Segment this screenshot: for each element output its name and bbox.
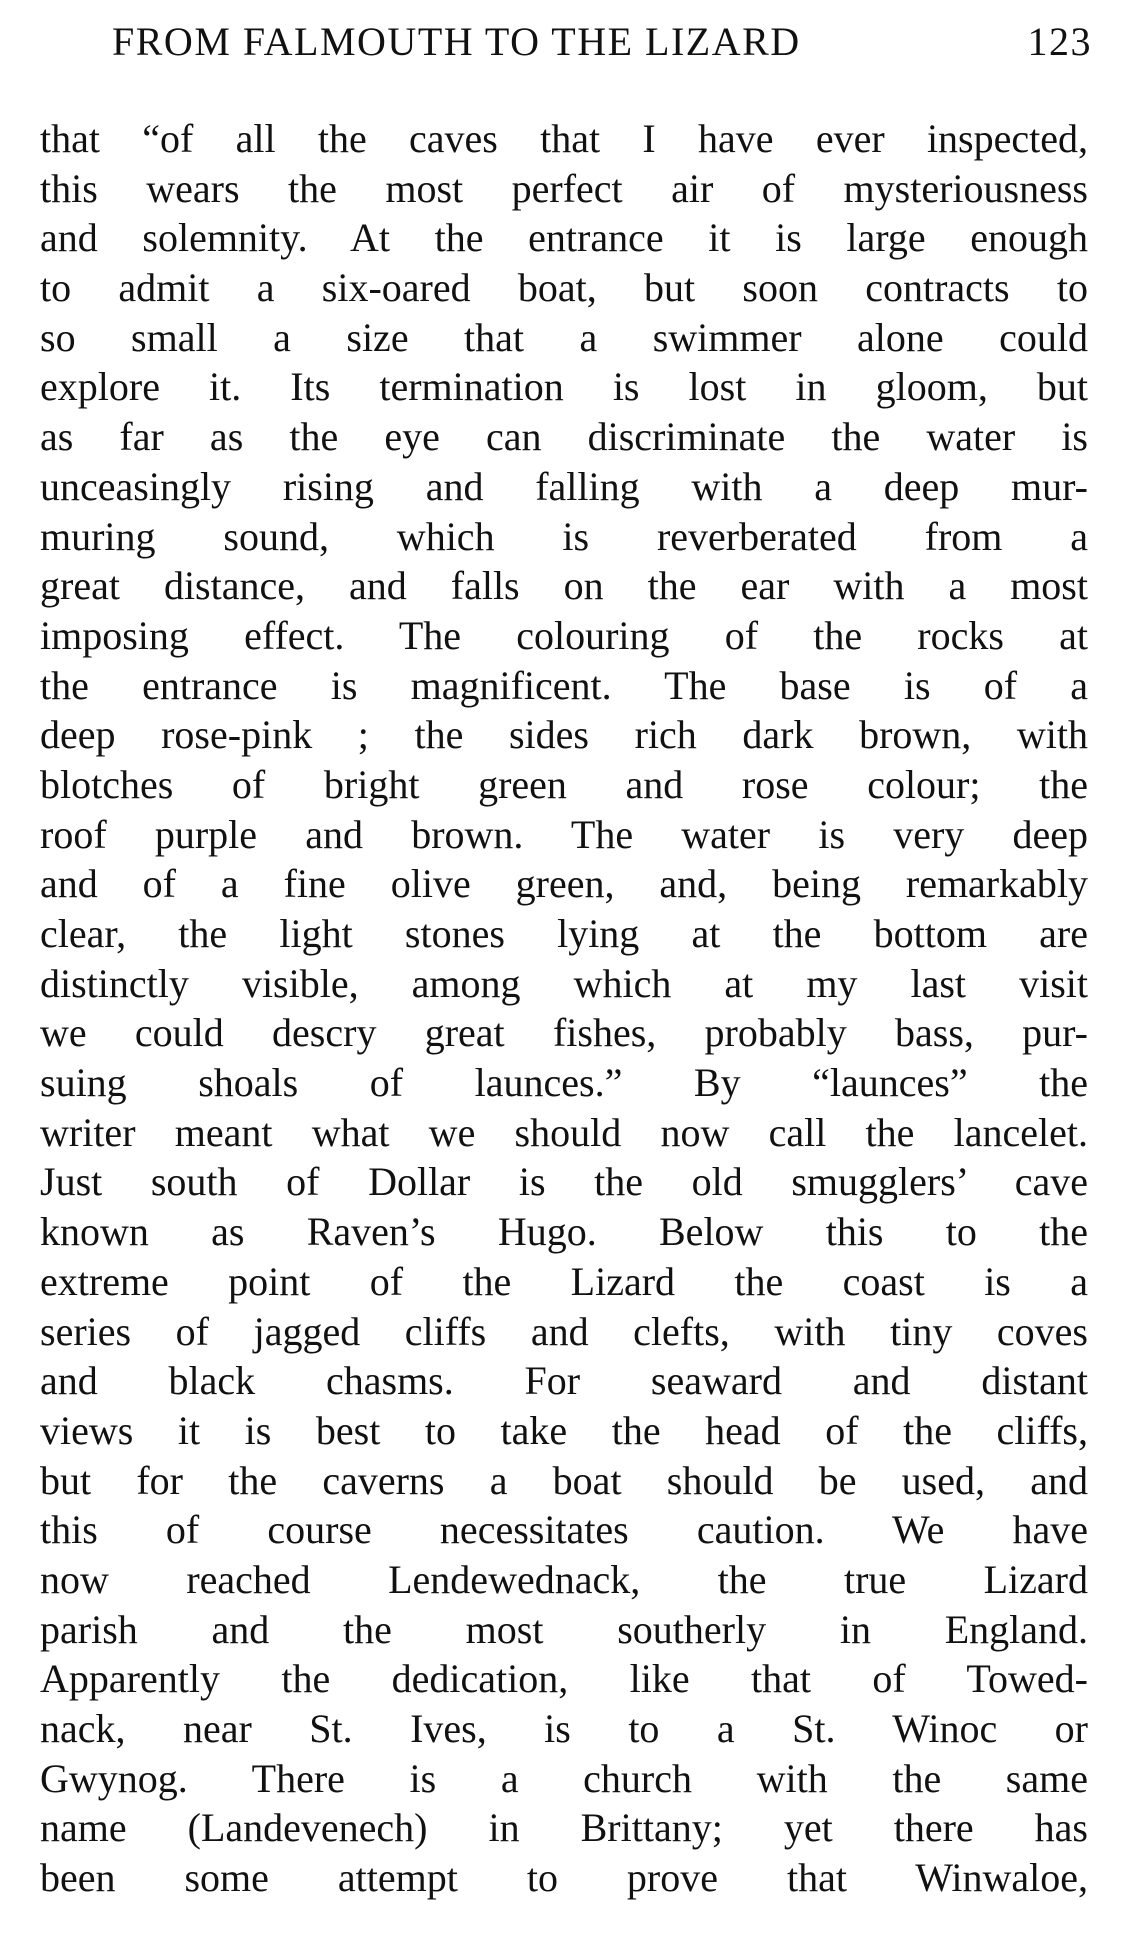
text-line: views it is best to take the head of the cliffs, [40,1407,1088,1453]
text-line: and black chasms. For seaward and distant [40,1358,1088,1404]
running-head [112,18,1092,70]
text-line: writer meant what we should now call the lancelet. [40,1109,1088,1155]
text-line: roof purple and brown. The water is very deep [40,811,1088,857]
text-line: so small a size that a swimmer alone could [40,314,1088,360]
text-line: explore it. Its termination is lost in gloom, but [40,364,1088,410]
text-line: extreme point of the Lizard the coast is a [40,1258,1088,1304]
text-line: distinctly visible, among which at my last visit [40,960,1088,1006]
text-line: name (Landevenech) in Brittany; yet there has [40,1805,1088,1851]
text-line: been some attempt to prove that Winwaloe, [40,1855,1088,1901]
text-line: Just south of Dollar is the old smugglers’ cave [40,1159,1088,1205]
text-line: and of a fine olive green, and, being remarkably [40,861,1088,907]
text-line: deep rose-pink ; the sides rich dark brown, with [40,712,1088,758]
text-line: now reached Lendewednack, the true Lizard [40,1556,1088,1602]
text-line: blotches of bright green and rose colour; the [40,761,1088,807]
text-line: clear, the light stones lying at the bottom are [40,911,1088,956]
text-line: known as Raven’s Hugo. Below this to the [40,1209,1088,1255]
text-line: this wears the most perfect air of mysteriousness [40,165,1088,211]
text-line: but for the caverns a boat should be used, and [40,1457,1088,1503]
text-line: to admit a six-oared boat, but soon contracts to [40,265,1088,311]
text-line: as far as the eye can discriminate the water is [40,414,1088,460]
text-line: we could descry great fishes, probably bass, pur- [40,1010,1088,1056]
text-line: and solemnity. At the entrance it is large enough [40,215,1088,261]
body-text [40,114,1088,1903]
text-line: nack, near St. Ives, is to a St. Winoc or [40,1706,1088,1751]
text-line: unceasingly rising and falling with a deep mur- [40,463,1088,509]
text-line: that “of all the caves that I have ever inspected, [40,116,1088,161]
text-line: Apparently the dedication, like that of Towed- [40,1656,1088,1702]
text-line: imposing effect. The colouring of the rocks at [40,612,1088,658]
text-line: suing shoals of launces.” By “launces” the [40,1060,1088,1106]
running-title: FROM FALMOUTH TO THE LIZARD [112,19,801,64]
page-number: 123 [1027,19,1092,64]
text-line: Gwynog. There is a church with the same [40,1755,1088,1801]
text-line: muring sound, which is reverberated from a [40,513,1088,559]
text-line: parish and the most southerly in England. [40,1606,1088,1652]
text-line: this of course necessitates caution. We have [40,1507,1088,1553]
text-line: the entrance is magnificent. The base is of a [40,662,1088,708]
text-line: series of jagged cliffs and clefts, with tiny coves [40,1308,1088,1354]
text-line: great distance, and falls on the ear with a most [40,563,1088,609]
